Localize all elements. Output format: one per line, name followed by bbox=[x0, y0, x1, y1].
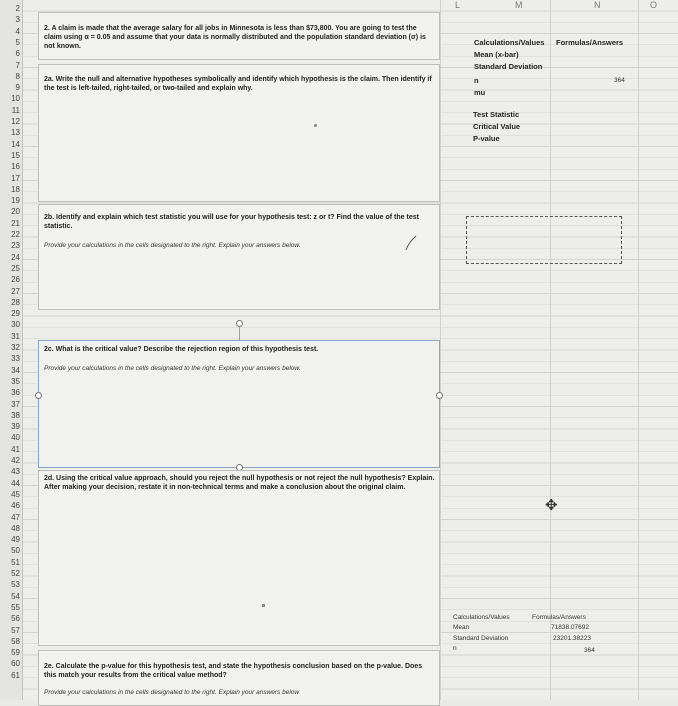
row-number[interactable]: 44 bbox=[11, 478, 20, 488]
column-divider bbox=[638, 0, 639, 700]
row-number[interactable]: 60 bbox=[11, 659, 20, 669]
question-2c: 2c. What is the critical value? Describe the rejection region of this hypothesis test. bbox=[44, 346, 319, 353]
calc-header-values[interactable]: Calculations/Values bbox=[474, 38, 545, 47]
row-number[interactable]: 46 bbox=[11, 501, 20, 511]
row-number[interactable]: 53 bbox=[11, 580, 20, 590]
calc2-label-n[interactable]: n bbox=[453, 645, 457, 652]
row-number[interactable]: 45 bbox=[11, 489, 20, 499]
calc-value-n[interactable]: 364 bbox=[614, 77, 625, 84]
row-number[interactable]: 59 bbox=[11, 648, 20, 658]
calc2-label-sd[interactable]: Standard Deviation bbox=[453, 635, 509, 642]
row-number[interactable]: 52 bbox=[11, 569, 20, 578]
row-number[interactable]: 4 bbox=[15, 26, 20, 36]
calc2-label-mean[interactable]: Mean bbox=[453, 624, 470, 631]
row-number[interactable]: 14 bbox=[11, 139, 20, 149]
calc-label-mu[interactable]: mu bbox=[474, 88, 486, 97]
calc2-header-formulas[interactable]: Formulas/Answers bbox=[532, 614, 586, 621]
rotate-handle[interactable] bbox=[236, 320, 243, 327]
cell-cursor-icon: ✥ bbox=[545, 497, 558, 514]
cursor-mark bbox=[314, 124, 317, 127]
row-number[interactable]: 43 bbox=[11, 467, 20, 477]
calc2-value-n[interactable]: 364 bbox=[584, 647, 595, 654]
row-number[interactable]: 38 bbox=[11, 410, 20, 420]
row-number[interactable]: 3 bbox=[15, 15, 20, 25]
column-divider bbox=[550, 0, 551, 700]
row-number[interactable]: 33 bbox=[11, 354, 20, 364]
label-test-statistic[interactable]: Test Statistic bbox=[473, 110, 520, 119]
question-2e-instructions: Provide your calculations in the cells designated to the right. Explain your answers below bbox=[44, 689, 300, 696]
row-number[interactable]: 32 bbox=[11, 343, 20, 352]
column-header-m[interactable]: M bbox=[515, 0, 523, 10]
calc-label-mean[interactable]: Mean (x-bar) bbox=[474, 50, 519, 59]
row-number[interactable]: 18 bbox=[11, 184, 20, 194]
row-number[interactable]: 55 bbox=[11, 602, 20, 612]
calc2-value-sd[interactable]: 23201.38223 bbox=[553, 635, 591, 642]
calc-label-sd[interactable]: Standard Deviation bbox=[474, 62, 543, 71]
row-number[interactable]: 20 bbox=[11, 207, 20, 217]
row-number[interactable]: 48 bbox=[11, 523, 20, 533]
question-2b-instructions: Provide your calculations in the cells designated to the right. Explain your answers below. bbox=[44, 242, 301, 249]
question-2e: 2e. Calculate the p-value for this hypothesis test, and state the hypothesis conclusion based on the p-value. Does this match your results from the critical value method? bbox=[44, 663, 423, 679]
column-header-l[interactable]: L bbox=[455, 0, 461, 10]
calc-header-formulas[interactable]: Formulas/Answers bbox=[556, 38, 624, 47]
question-2b: 2b. Identify and explain which test statistic you will use for your hypothesis test: z or t? Find the value of the test statistic. bbox=[44, 214, 419, 230]
row-number[interactable]: 17 bbox=[11, 173, 20, 183]
row-number[interactable]: 41 bbox=[11, 444, 20, 454]
row-number[interactable]: 10 bbox=[11, 94, 20, 104]
row-number[interactable]: 57 bbox=[11, 625, 20, 635]
row-number[interactable]: 61 bbox=[11, 670, 20, 680]
row-number[interactable]: 9 bbox=[15, 83, 20, 93]
row-number[interactable]: 19 bbox=[11, 196, 20, 206]
row-number[interactable]: 50 bbox=[11, 546, 20, 556]
row-number[interactable]: 56 bbox=[11, 614, 20, 624]
row-number[interactable]: 49 bbox=[11, 535, 20, 545]
row-number[interactable]: 15 bbox=[11, 150, 20, 160]
row-number[interactable]: 8 bbox=[15, 71, 20, 81]
row-number-gutter bbox=[0, 0, 23, 700]
column-header-n[interactable]: N bbox=[594, 0, 601, 10]
row-number[interactable]: 47 bbox=[11, 512, 20, 522]
cursor-mark bbox=[262, 604, 265, 607]
row-number[interactable]: 16 bbox=[11, 162, 20, 172]
row-number[interactable]: 37 bbox=[11, 399, 20, 409]
question-2d-box[interactable] bbox=[38, 470, 440, 646]
row-number[interactable]: 23 bbox=[11, 241, 20, 251]
row-number[interactable]: 6 bbox=[15, 49, 20, 59]
row-number[interactable]: 24 bbox=[11, 252, 20, 262]
row-number[interactable]: 42 bbox=[11, 456, 20, 465]
row-number[interactable]: 31 bbox=[11, 331, 20, 341]
label-p-value[interactable]: P-value bbox=[473, 134, 500, 143]
row-number[interactable]: 22 bbox=[11, 230, 20, 239]
row-number[interactable]: 13 bbox=[11, 128, 20, 138]
question-2a: 2a. Write the null and alternative hypotheses symbolically and identify which hypothesis is the claim. Then identify if the test is left-tailed, right-tailed, or two-tailed and explain why. bbox=[44, 76, 432, 92]
calc-label-n[interactable]: n bbox=[474, 76, 479, 85]
label-critical-value[interactable]: Critical Value bbox=[473, 122, 521, 131]
row-number[interactable]: 12 bbox=[11, 117, 20, 126]
row-number[interactable]: 35 bbox=[11, 376, 20, 386]
row-number[interactable]: 29 bbox=[11, 309, 20, 319]
question-2-intro: 2. A claim is made that the average salary for all jobs in Minnesota is less than $73,800. You are going to test the claim using α = 0.05 and assume that your data is normally distributed and the population standard deviation (σ) is not known. bbox=[44, 25, 426, 50]
column-divider bbox=[440, 0, 441, 700]
question-2d: 2d. Using the critical value approach, should you reject the null hypothesis or not reject the null hypothesis? Explain. After making your decision, restate it in non-technical terms and make a conclusion about the original claim. bbox=[44, 475, 435, 491]
row-number[interactable]: 5 bbox=[15, 37, 20, 47]
row-number[interactable]: 25 bbox=[11, 263, 20, 273]
row-number[interactable]: 39 bbox=[11, 422, 20, 432]
row-number[interactable]: 40 bbox=[11, 433, 20, 443]
row-number[interactable]: 7 bbox=[15, 60, 20, 70]
row-number[interactable]: 11 bbox=[11, 105, 20, 115]
calc2-header-values[interactable]: Calculations/Values bbox=[453, 614, 510, 621]
row-number[interactable]: 2 bbox=[15, 4, 20, 13]
row-number[interactable]: 28 bbox=[11, 297, 20, 307]
calc2-value-mean[interactable]: 71838.07692 bbox=[551, 624, 589, 631]
question-2c-instructions: Provide your calculations in the cells designated to the right. Explain your answers below. bbox=[44, 365, 301, 372]
question-2c-box[interactable] bbox=[38, 340, 440, 468]
rotate-handle-stem bbox=[239, 327, 240, 340]
resize-handle-right[interactable] bbox=[436, 392, 443, 399]
row-number[interactable]: 51 bbox=[11, 557, 20, 567]
row-number[interactable]: 27 bbox=[11, 286, 20, 296]
row-number[interactable]: 54 bbox=[11, 591, 20, 601]
row-number[interactable]: 21 bbox=[11, 218, 20, 228]
row-number[interactable]: 30 bbox=[11, 320, 20, 330]
column-header-o[interactable]: O bbox=[650, 0, 658, 10]
row-number[interactable]: 26 bbox=[11, 275, 20, 285]
ink-mark-icon bbox=[404, 234, 418, 252]
row-number[interactable]: 58 bbox=[11, 636, 20, 646]
row-number[interactable]: 34 bbox=[11, 365, 20, 375]
row-number[interactable]: 36 bbox=[11, 388, 20, 398]
resize-handle-left[interactable] bbox=[35, 392, 42, 399]
copy-selection-range[interactable] bbox=[466, 216, 622, 264]
